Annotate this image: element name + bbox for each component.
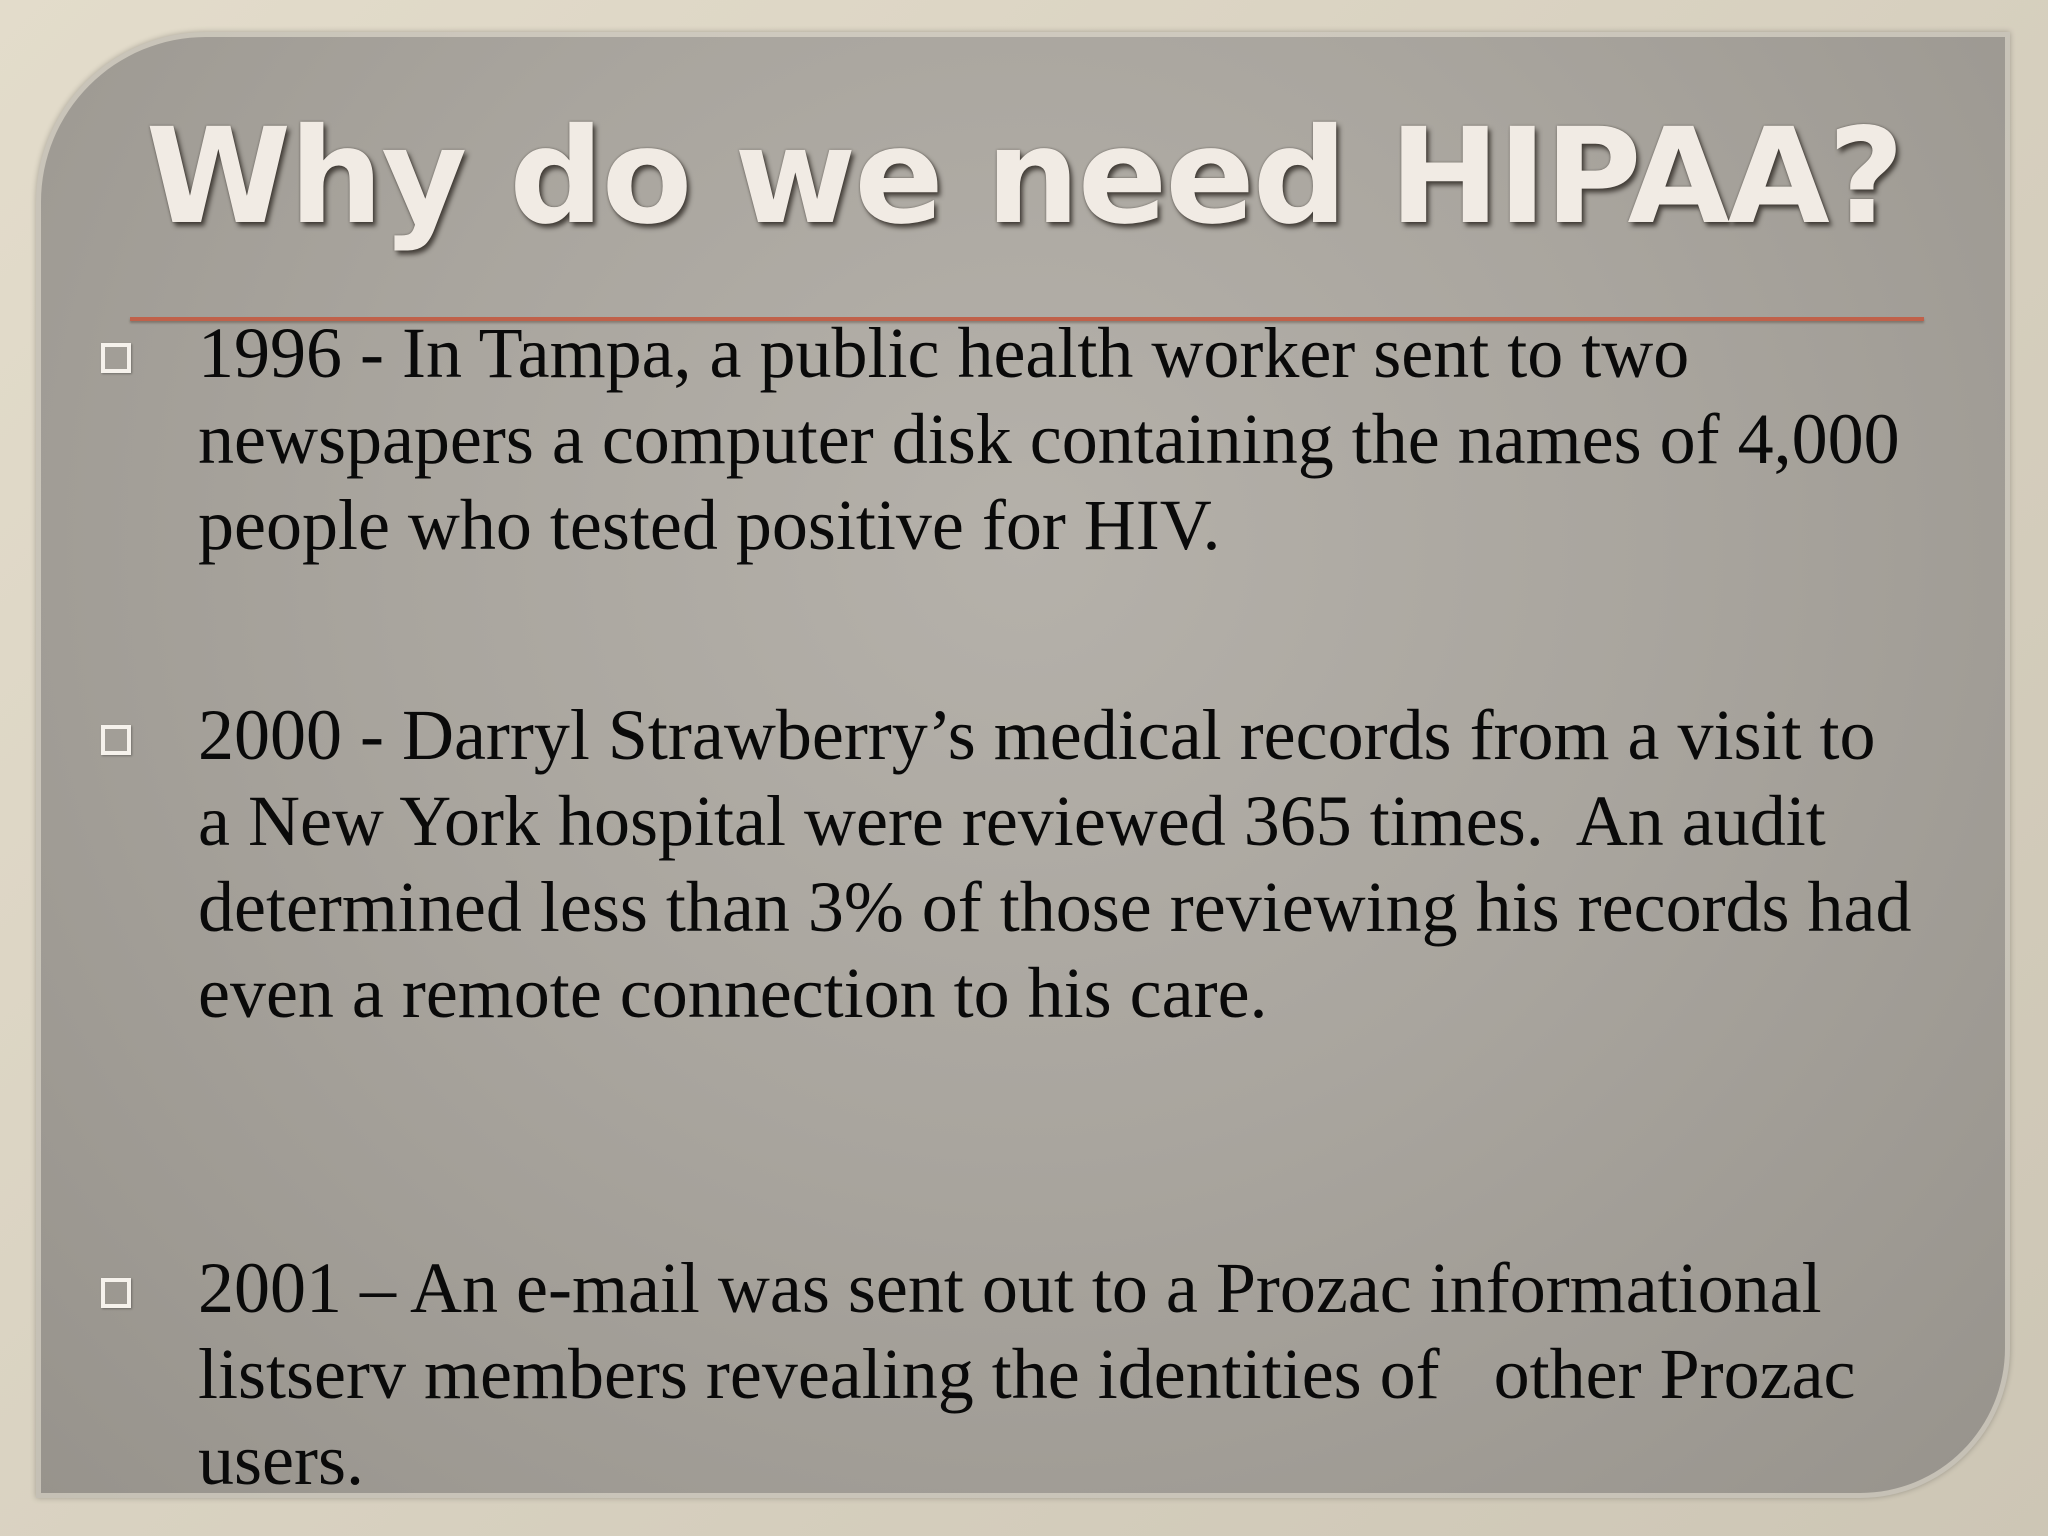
bullet-text: 1996 - In Tampa, a public health worker sent to two newspapers a computer disk containing the names of 4,000 people who tested positive for HIV.: [198, 313, 1918, 565]
hollow-square-icon: [101, 1278, 131, 1308]
slide-title: Why do we need HIPAA?: [145, 100, 1903, 254]
bullet-text: 2001 – An e-mail was sent out to a Prozac informational listserv members revealing the identities of other Prozac users.: [198, 1248, 1874, 1500]
hollow-square-icon: [101, 343, 131, 373]
hollow-square-icon: [101, 725, 131, 755]
bullet-text: 2000 - Darryl Strawberry’s medical records from a visit to a New York hospital were reviewed 365 times. An audit determined less than 3% of those reviewing his records had even a remote connection to his care.: [198, 695, 1930, 1033]
